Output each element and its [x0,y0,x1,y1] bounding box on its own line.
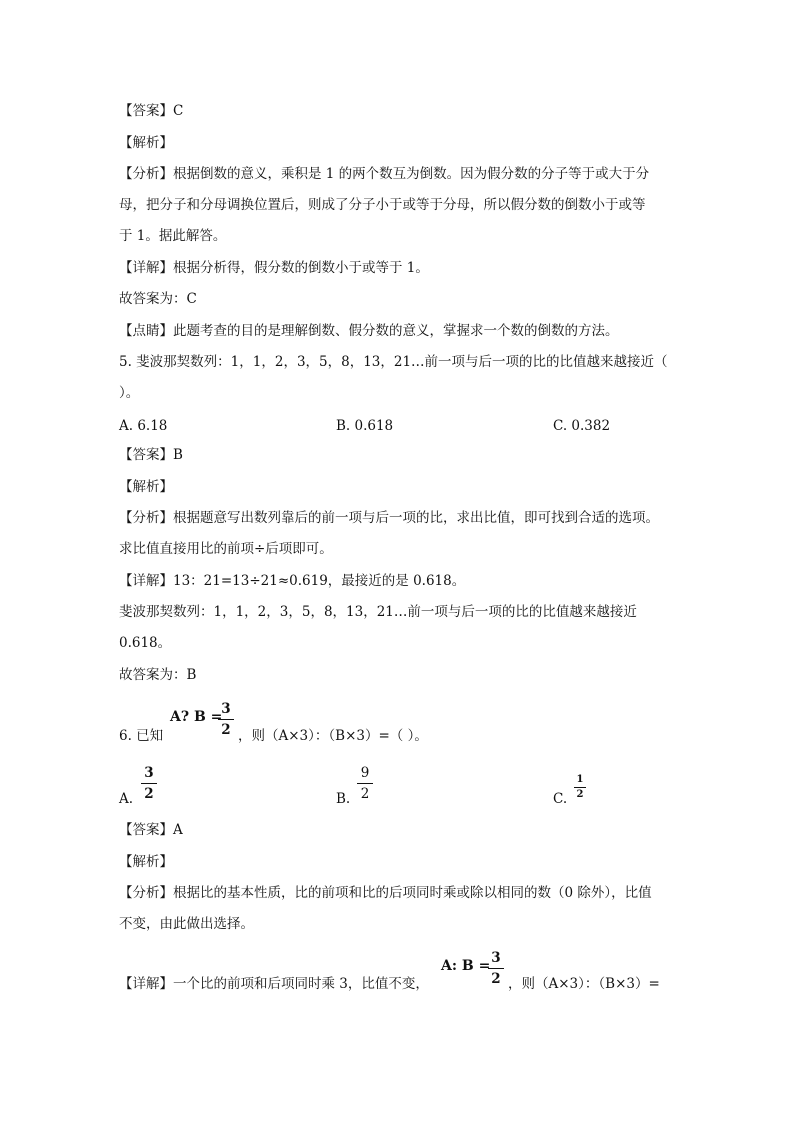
q6-fraction-denominator: 2 [221,722,231,738]
q6-equation-left: A? B = [170,709,223,725]
analysis-heading-5: 【解析】 [119,479,173,495]
q6-option-c-numerator: 1 [576,774,584,785]
analysis-text-5-line1: 【分析】根据题意写出数列靠后的前一项与后一项的比，求出比值，即可找到合适的选项。 [119,510,659,526]
q6-equation-fraction [218,700,234,739]
analysis-text-4-line1: 【分析】根据倒数的意义，乘积是 1 的两个数互为倒数。因为假分数的分子等于或大于分 [119,166,650,182]
analysis-heading-6: 【解析】 [119,854,173,870]
note-4: 【点睛】此题考查的目的是理解倒数、假分数的意义，掌握求一个数的倒数的方法。 [119,323,619,339]
analysis-heading-4: 【解析】 [119,135,173,151]
detail-text-4: 【详解】根据分析得，假分数的倒数小于或等于 1。 [119,260,429,276]
q6-option-b-numerator: 9 [360,765,370,781]
q6-option-b-denominator: 2 [360,786,370,802]
detail-text-6-prefix: 【详解】一个比的前项和后项同时乘 3，比值不变， [119,976,429,992]
detail-fraction-numerator: 3 [491,950,501,966]
q6-option-a-denominator: 2 [144,786,154,802]
q6-option-a-fraction [141,764,157,803]
conclusion-4: 故答案为：C [119,291,197,307]
fraction-bar [488,968,504,969]
question-6-prefix: 6. 已知 [119,728,164,744]
question-5-line1: 5. 斐波那契数列：1，1，2，3，5，8，13，21…前一项与后一项的比的比值越来越接近（ [119,354,668,370]
fraction-bar [141,783,157,784]
q6-option-c-fraction [574,774,586,801]
q6-fraction-numerator: 3 [221,701,231,717]
detail-text-5-line3: 0.618。 [119,635,172,651]
q5-option-c: C. 0.382 [553,418,611,434]
analysis-text-5-line2: 求比值直接用比的前项÷后项即可。 [119,541,333,557]
detail-text-5-line1: 【详解】13：21=13÷21≈0.619，最接近的是 0.618。 [119,573,466,589]
answer-line-5: 【答案】B [119,447,183,463]
q6-option-a-label: A. [119,791,134,807]
conclusion-5: 故答案为：B [119,667,197,683]
q6-option-c-denominator: 2 [576,789,584,800]
q5-option-b: B. 0.618 [336,418,394,434]
fraction-bar [357,783,373,784]
detail-text-6-suffix: ，则（A×3）：（B×3）= [508,976,660,992]
q6-option-a-numerator: 3 [144,765,154,781]
answer-line-4: 【答案】C [119,103,184,119]
q6-option-c-label: C. [553,791,568,807]
detail-equation-left: A: B = [441,958,491,974]
analysis-text-6-line1: 【分析】根据比的基本性质，比的前项和比的后项同时乘或除以相同的数（0 除外），比值 [119,885,652,901]
q6-option-b-label: B. [336,791,351,807]
question-5-line2: ）。 [119,385,140,401]
q5-option-a: A. 6.18 [119,418,168,434]
detail-fraction-denominator: 2 [491,971,501,987]
q6-option-b-fraction [357,764,373,803]
detail-equation-fraction [488,949,504,988]
analysis-text-4-line3: 于 1。据此解答。 [119,228,227,244]
answer-line-6: 【答案】A [119,822,183,838]
fraction-bar [574,787,586,788]
fraction-bar [218,719,234,720]
analysis-text-4-line2: 母，把分子和分母调换位置后，则成了分子小于或等于分母，所以假分数的倒数小于或等 [119,197,646,213]
question-6-suffix: ，则（A×3）：（B×3）=（ ）。 [238,728,428,744]
detail-text-5-line2: 斐波那契数列：1，1，2，3，5，8，13，21…前一项与后一项的比的比值越来越接近 [119,604,637,620]
analysis-text-6-line2: 不变，由此做出选择。 [119,916,254,932]
